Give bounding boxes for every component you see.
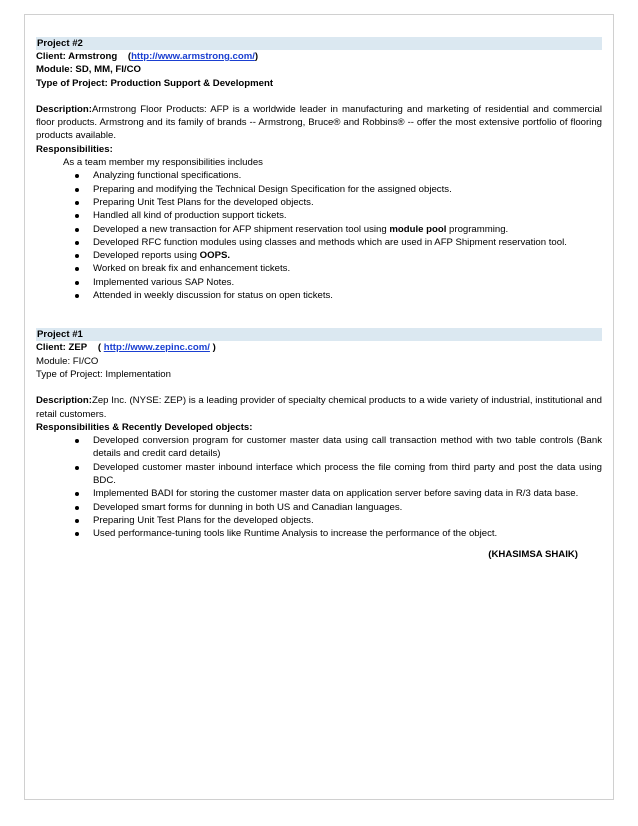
bullet-icon bbox=[75, 174, 79, 178]
project1-responsibility-list bbox=[36, 434, 602, 540]
bullet-icon bbox=[75, 281, 79, 285]
project2-type: Type of Project: Production Support & Development bbox=[36, 77, 274, 89]
signature: (KHASIMSA SHAIK) bbox=[488, 548, 578, 560]
project2-description-label: Description: bbox=[36, 103, 92, 115]
project2-responsibility-list bbox=[36, 169, 602, 302]
project1-client-label: Client: ZEP bbox=[36, 342, 88, 354]
bullet-icon bbox=[75, 506, 79, 510]
project1-description-text: Zep Inc. (NYSE: ZEP) is a leading provider of specialty chemical products to a wide variety of industrial, institutional and retail customers. bbox=[36, 395, 602, 420]
project2-module: Module: SD, MM, FI/CO bbox=[36, 64, 141, 76]
bullet-icon bbox=[75, 188, 79, 192]
project1-heading: Project #1 bbox=[36, 328, 602, 341]
list-item: Worked on break fix and enhancement tickets. bbox=[36, 262, 602, 275]
list-item: Preparing Unit Test Plans for the developed objects. bbox=[36, 514, 602, 527]
project1-responsibilities-label: Responsibilities & Recently Developed objects: bbox=[36, 421, 253, 433]
project2-heading: Project #2 bbox=[36, 37, 602, 50]
list-item: Implemented BADI for storing the customer master data on application server before saving data in R/3 data base. bbox=[36, 487, 602, 500]
project2-description bbox=[36, 103, 602, 143]
list-item: Attended in weekly discussion for status on open tickets. bbox=[36, 289, 602, 302]
bullet-icon bbox=[75, 532, 79, 536]
project1-module: Module: FI/CO bbox=[36, 355, 99, 367]
list-item: Developed reports using OOPS. bbox=[36, 249, 602, 262]
bullet-icon bbox=[75, 492, 79, 496]
bullet-icon bbox=[75, 294, 79, 298]
project2-description-text: Armstrong Floor Products: AFP is a worldwide leader in manufacturing and marketing of residential and commercial floor products. Armstrong and its family of brands -- Armstrong, Bruce® and Robbins® -- offer the most extensive portfolio of flooring products available. bbox=[36, 103, 602, 142]
bullet-icon bbox=[75, 214, 79, 218]
list-item: Preparing Unit Test Plans for the developed objects. bbox=[36, 196, 602, 209]
list-item: Developed a new transaction for AFP shipment reservation tool using module pool programming. bbox=[36, 223, 602, 236]
list-item: Developed smart forms for dunning in both US and Canadian languages. bbox=[36, 501, 602, 514]
list-item: Developed customer master inbound interface which process the file coming from third party and post the data using BDC. bbox=[36, 461, 602, 488]
bullet-icon bbox=[75, 241, 79, 245]
list-item: Implemented various SAP Notes. bbox=[36, 276, 602, 289]
bullet-icon bbox=[75, 466, 79, 470]
project1-description-label: Description: bbox=[36, 395, 92, 407]
bullet-icon bbox=[75, 201, 79, 205]
project2-client-link[interactable]: http://www.armstrong.com/ bbox=[131, 51, 255, 62]
bullet-icon bbox=[75, 254, 79, 258]
list-item: Used performance-tuning tools like Runtime Analysis to increase the performance of the object. bbox=[36, 527, 602, 540]
project2-client-label: Client: Armstrong bbox=[36, 51, 118, 62]
bullet-icon bbox=[75, 439, 79, 443]
project2-responsibilities-label: Responsibilities: bbox=[36, 143, 113, 155]
bullet-icon bbox=[75, 228, 79, 232]
list-item: Analyzing functional specifications. bbox=[36, 169, 602, 182]
list-item: Developed RFC function modules using classes and methods which are used in AFP Shipment reservation tool. bbox=[36, 236, 602, 249]
bullet-icon bbox=[75, 519, 79, 523]
project1-type: Type of Project: Implementation bbox=[36, 368, 171, 380]
project1-description bbox=[36, 394, 602, 421]
list-item: Developed conversion program for customer master data using call transaction method with two table controls (Bank details and credit card details) bbox=[36, 434, 602, 461]
project1-client: Client: ZEP ( http://www.zepinc.com/ ) bbox=[36, 342, 216, 354]
list-item: Preparing and modifying the Technical Design Specification for the assigned objects. bbox=[36, 183, 602, 196]
project2-client: Client: Armstrong (http://www.armstrong.com/) bbox=[36, 51, 259, 62]
list-item: Handled all kind of production support tickets. bbox=[36, 209, 602, 222]
project2-team-intro: As a team member my responsibilities includes bbox=[63, 157, 263, 169]
bullet-icon bbox=[75, 267, 79, 271]
resume-content bbox=[36, 37, 602, 561]
project1-client-link[interactable]: http://www.zepinc.com/ bbox=[103, 342, 210, 354]
